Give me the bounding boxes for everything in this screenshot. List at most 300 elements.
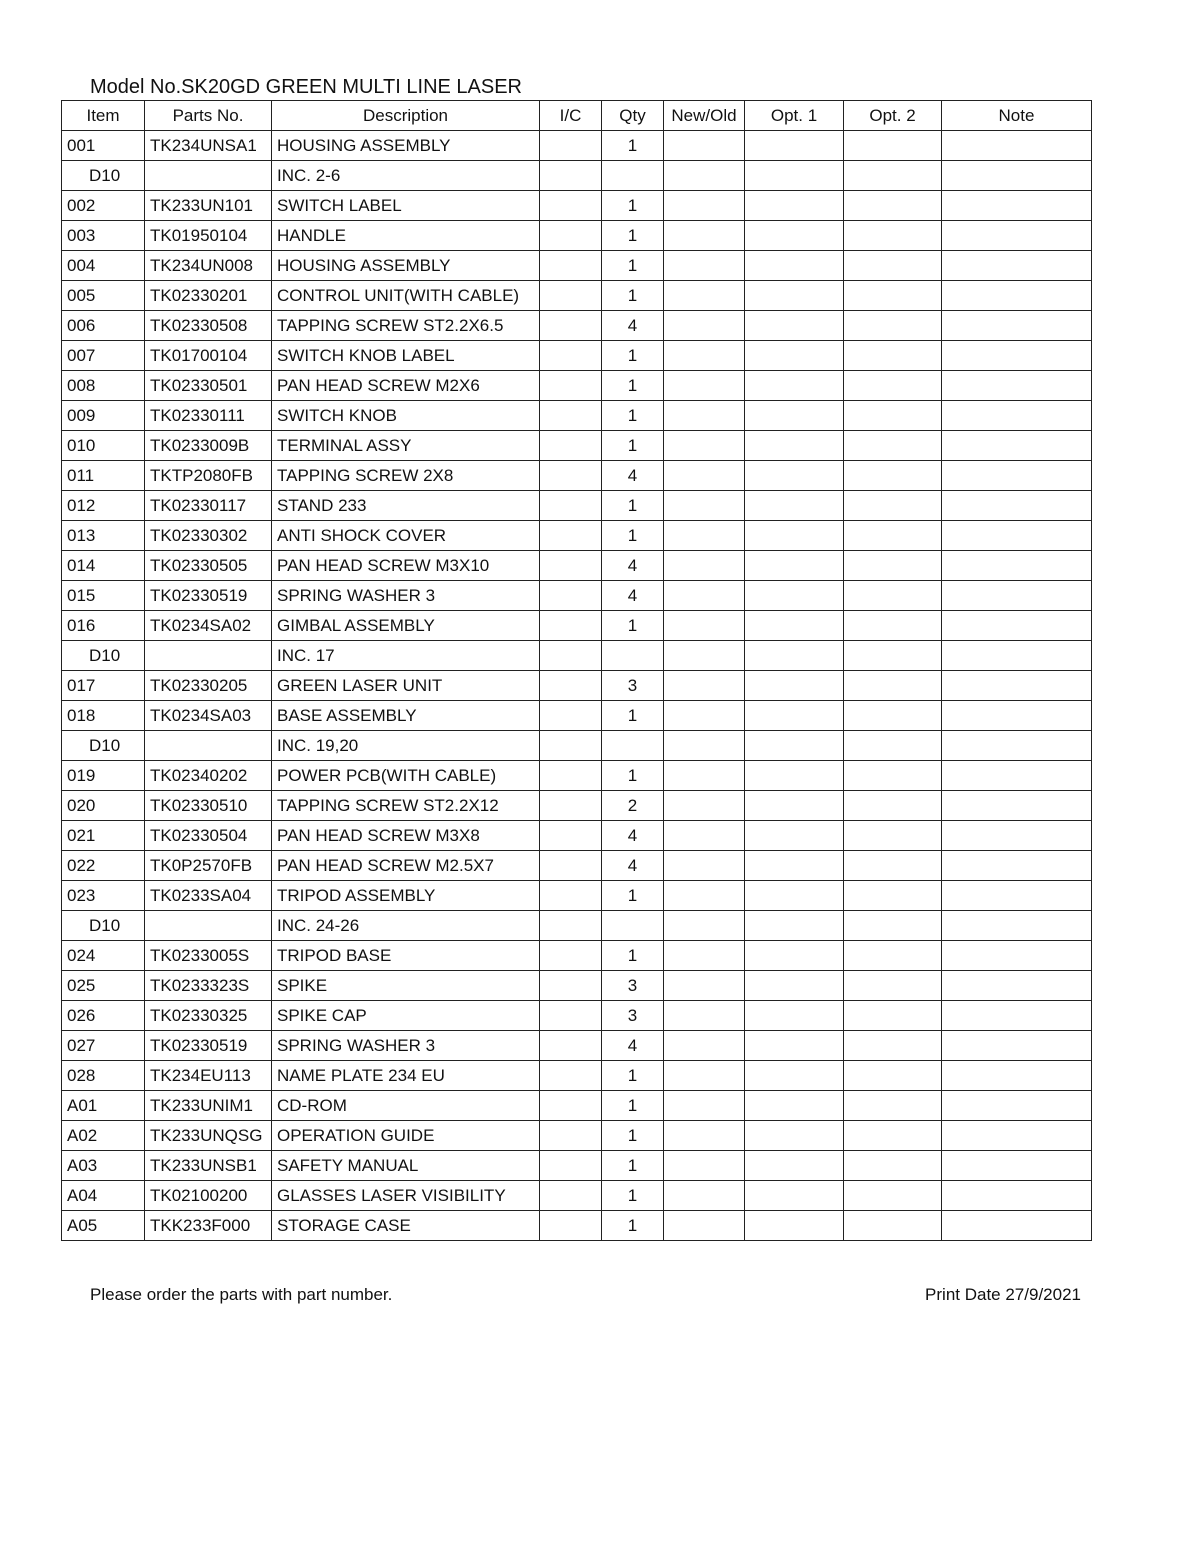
cell-item: 013: [62, 521, 145, 551]
cell-item: 022: [62, 851, 145, 881]
cell-opt-2: [844, 371, 942, 401]
cell-note: [942, 581, 1092, 611]
table-row: [62, 341, 1092, 371]
cell-description: TRIPOD BASE: [272, 941, 540, 971]
cell-note: [942, 341, 1092, 371]
cell-note: [942, 761, 1092, 791]
cell-description: BASE ASSEMBLY: [272, 701, 540, 731]
cell-new-old: [664, 1151, 745, 1181]
cell-qty: 4: [602, 851, 664, 881]
cell-parts-no: TK01950104: [145, 221, 272, 251]
cell-parts-no: TK234EU113: [145, 1061, 272, 1091]
cell-qty: 1: [602, 611, 664, 641]
cell-parts-no: TK234UNSA1: [145, 131, 272, 161]
cell-description: HANDLE: [272, 221, 540, 251]
cell-description: HOUSING ASSEMBLY: [272, 131, 540, 161]
cell-opt-2: [844, 221, 942, 251]
column-header-ic: I/C: [540, 101, 602, 131]
cell-qty: 1: [602, 131, 664, 161]
cell-ic: [540, 221, 602, 251]
cell-opt-1: [745, 371, 844, 401]
cell-parts-no: [145, 161, 272, 191]
cell-qty: 1: [602, 1061, 664, 1091]
cell-parts-no: TK0233005S: [145, 941, 272, 971]
cell-opt-2: [844, 701, 942, 731]
cell-note: [942, 941, 1092, 971]
cell-ic: [540, 1091, 602, 1121]
cell-opt-2: [844, 731, 942, 761]
cell-new-old: [664, 251, 745, 281]
cell-new-old: [664, 161, 745, 191]
cell-parts-no: TKTP2080FB: [145, 461, 272, 491]
cell-new-old: [664, 941, 745, 971]
cell-opt-1: [745, 941, 844, 971]
cell-opt-2: [844, 1151, 942, 1181]
cell-qty: 1: [602, 941, 664, 971]
cell-new-old: [664, 461, 745, 491]
cell-opt-1: [745, 401, 844, 431]
cell-parts-no: TK02100200: [145, 1181, 272, 1211]
cell-new-old: [664, 671, 745, 701]
cell-item: 017: [62, 671, 145, 701]
cell-description: PAN HEAD SCREW M3X10: [272, 551, 540, 581]
cell-new-old: [664, 521, 745, 551]
table-row: [62, 551, 1092, 581]
cell-description: ANTI SHOCK COVER: [272, 521, 540, 551]
cell-opt-1: [745, 761, 844, 791]
cell-note: [942, 521, 1092, 551]
table-row: [62, 1001, 1092, 1031]
table-row: [62, 731, 1092, 761]
cell-item: 001: [62, 131, 145, 161]
cell-ic: [540, 1121, 602, 1151]
cell-opt-1: [745, 131, 844, 161]
cell-opt-2: [844, 611, 942, 641]
cell-qty: 4: [602, 551, 664, 581]
cell-description: TRIPOD ASSEMBLY: [272, 881, 540, 911]
cell-new-old: [664, 1031, 745, 1061]
column-header-opt-2: Opt. 2: [844, 101, 942, 131]
cell-opt-2: [844, 341, 942, 371]
cell-opt-1: [745, 191, 844, 221]
cell-new-old: [664, 881, 745, 911]
cell-new-old: [664, 821, 745, 851]
cell-parts-no: TK02330111: [145, 401, 272, 431]
print-date: Print Date 27/9/2021: [925, 1285, 1081, 1304]
cell-note: [942, 701, 1092, 731]
cell-description: GIMBAL ASSEMBLY: [272, 611, 540, 641]
cell-parts-no: [145, 731, 272, 761]
cell-note: [942, 1181, 1092, 1211]
cell-opt-2: [844, 191, 942, 221]
cell-new-old: [664, 1181, 745, 1211]
cell-item: 023: [62, 881, 145, 911]
cell-item: 009: [62, 401, 145, 431]
cell-opt-1: [745, 611, 844, 641]
cell-item: 010: [62, 431, 145, 461]
table-row: [62, 1061, 1092, 1091]
cell-ic: [540, 731, 602, 761]
cell-new-old: [664, 701, 745, 731]
cell-parts-no: TK0P2570FB: [145, 851, 272, 881]
cell-qty: 1: [602, 761, 664, 791]
cell-qty: 1: [602, 431, 664, 461]
cell-note: [942, 1151, 1092, 1181]
cell-opt-1: [745, 1001, 844, 1031]
cell-opt-1: [745, 641, 844, 671]
cell-opt-2: [844, 1061, 942, 1091]
cell-note: [942, 1121, 1092, 1151]
cell-note: [942, 401, 1092, 431]
cell-qty: 1: [602, 191, 664, 221]
table-row: [62, 1091, 1092, 1121]
cell-opt-1: [745, 881, 844, 911]
cell-description: INC. 17: [272, 641, 540, 671]
cell-new-old: [664, 971, 745, 1001]
cell-description: OPERATION GUIDE: [272, 1121, 540, 1151]
cell-item: 002: [62, 191, 145, 221]
cell-parts-no: TK02330510: [145, 791, 272, 821]
cell-opt-1: [745, 491, 844, 521]
cell-ic: [540, 581, 602, 611]
cell-ic: [540, 971, 602, 1001]
column-header-qty: Qty: [602, 101, 664, 131]
parts-table: [61, 100, 1092, 1241]
cell-parts-no: TK0234SA02: [145, 611, 272, 641]
cell-parts-no: TK233UNIM1: [145, 1091, 272, 1121]
table-row: [62, 521, 1092, 551]
cell-note: [942, 821, 1092, 851]
table-row: [62, 701, 1092, 731]
cell-description: TAPPING SCREW 2X8: [272, 461, 540, 491]
table-row: [62, 221, 1092, 251]
cell-parts-no: [145, 911, 272, 941]
cell-item: 025: [62, 971, 145, 1001]
cell-opt-2: [844, 791, 942, 821]
table-row: [62, 1121, 1092, 1151]
cell-ic: [540, 941, 602, 971]
table-row: [62, 941, 1092, 971]
cell-opt-2: [844, 551, 942, 581]
cell-item: 014: [62, 551, 145, 581]
cell-new-old: [664, 641, 745, 671]
cell-opt-2: [844, 251, 942, 281]
cell-qty: 1: [602, 1091, 664, 1121]
cell-new-old: [664, 491, 745, 521]
cell-qty: 1: [602, 341, 664, 371]
cell-note: [942, 431, 1092, 461]
cell-opt-1: [745, 551, 844, 581]
cell-parts-no: TK02330501: [145, 371, 272, 401]
cell-ic: [540, 431, 602, 461]
cell-qty: [602, 641, 664, 671]
cell-opt-1: [745, 521, 844, 551]
cell-note: [942, 971, 1092, 1001]
cell-description: STAND 233: [272, 491, 540, 521]
cell-qty: 3: [602, 1001, 664, 1031]
cell-opt-1: [745, 1211, 844, 1241]
cell-opt-2: [844, 161, 942, 191]
cell-ic: [540, 161, 602, 191]
cell-opt-1: [745, 1181, 844, 1211]
cell-description: TAPPING SCREW ST2.2X6.5: [272, 311, 540, 341]
cell-new-old: [664, 1061, 745, 1091]
parts-table-body: [62, 131, 1092, 1241]
cell-note: [942, 1211, 1092, 1241]
footer-note: Please order the parts with part number.: [90, 1285, 393, 1304]
cell-qty: 3: [602, 671, 664, 701]
table-header-row: [62, 101, 1092, 131]
cell-qty: 1: [602, 1121, 664, 1151]
cell-new-old: [664, 281, 745, 311]
cell-item: D10: [62, 641, 145, 671]
cell-note: [942, 551, 1092, 581]
cell-note: [942, 281, 1092, 311]
cell-item: A05: [62, 1211, 145, 1241]
cell-qty: 1: [602, 491, 664, 521]
cell-ic: [540, 911, 602, 941]
cell-description: SWITCH KNOB LABEL: [272, 341, 540, 371]
cell-opt-1: [745, 671, 844, 701]
cell-qty: 1: [602, 1181, 664, 1211]
cell-note: [942, 371, 1092, 401]
cell-description: SWITCH LABEL: [272, 191, 540, 221]
table-row: [62, 461, 1092, 491]
cell-ic: [540, 251, 602, 281]
cell-new-old: [664, 581, 745, 611]
cell-qty: 4: [602, 821, 664, 851]
table-row: [62, 581, 1092, 611]
cell-parts-no: TK02330117: [145, 491, 272, 521]
cell-opt-1: [745, 581, 844, 611]
table-row: [62, 851, 1092, 881]
column-header-item: Item: [62, 101, 145, 131]
cell-ic: [540, 371, 602, 401]
cell-opt-1: [745, 701, 844, 731]
table-row: [62, 761, 1092, 791]
cell-description: CD-ROM: [272, 1091, 540, 1121]
cell-new-old: [664, 551, 745, 581]
cell-description: GLASSES LASER VISIBILITY: [272, 1181, 540, 1211]
table-row: [62, 671, 1092, 701]
cell-description: NAME PLATE 234 EU: [272, 1061, 540, 1091]
cell-item: 008: [62, 371, 145, 401]
cell-qty: 1: [602, 221, 664, 251]
cell-item: 027: [62, 1031, 145, 1061]
table-row: [62, 371, 1092, 401]
cell-parts-no: TK02330504: [145, 821, 272, 851]
cell-description: INC. 24-26: [272, 911, 540, 941]
cell-qty: [602, 911, 664, 941]
cell-opt-2: [844, 311, 942, 341]
table-row: [62, 911, 1092, 941]
cell-ic: [540, 881, 602, 911]
cell-ic: [540, 1151, 602, 1181]
cell-ic: [540, 671, 602, 701]
cell-parts-no: TK02330205: [145, 671, 272, 701]
cell-note: [942, 671, 1092, 701]
table-row: [62, 791, 1092, 821]
cell-item: 028: [62, 1061, 145, 1091]
cell-opt-1: [745, 851, 844, 881]
cell-note: [942, 1001, 1092, 1031]
cell-note: [942, 221, 1092, 251]
cell-parts-no: TK02330325: [145, 1001, 272, 1031]
cell-item: A01: [62, 1091, 145, 1121]
cell-ic: [540, 821, 602, 851]
cell-note: [942, 851, 1092, 881]
cell-opt-2: [844, 971, 942, 1001]
cell-description: CONTROL UNIT(WITH CABLE): [272, 281, 540, 311]
cell-new-old: [664, 731, 745, 761]
table-row: [62, 161, 1092, 191]
cell-parts-no: [145, 641, 272, 671]
table-row: [62, 401, 1092, 431]
cell-ic: [540, 611, 602, 641]
cell-new-old: [664, 311, 745, 341]
table-row: [62, 971, 1092, 1001]
cell-ic: [540, 1001, 602, 1031]
table-row: [62, 431, 1092, 461]
cell-item: A04: [62, 1181, 145, 1211]
cell-new-old: [664, 191, 745, 221]
cell-opt-1: [745, 251, 844, 281]
cell-description: SWITCH KNOB: [272, 401, 540, 431]
table-row: [62, 491, 1092, 521]
column-header-note: Note: [942, 101, 1092, 131]
cell-description: GREEN LASER UNIT: [272, 671, 540, 701]
cell-ic: [540, 1031, 602, 1061]
cell-qty: 1: [602, 251, 664, 281]
table-row: [62, 311, 1092, 341]
table-row: [62, 611, 1092, 641]
cell-item: 004: [62, 251, 145, 281]
column-header-new-old: New/Old: [664, 101, 745, 131]
cell-item: 006: [62, 311, 145, 341]
cell-parts-no: TK0233SA04: [145, 881, 272, 911]
cell-opt-1: [745, 1151, 844, 1181]
cell-opt-1: [745, 431, 844, 461]
cell-item: D10: [62, 911, 145, 941]
cell-new-old: [664, 1091, 745, 1121]
cell-ic: [540, 791, 602, 821]
cell-opt-2: [844, 881, 942, 911]
cell-opt-1: [745, 971, 844, 1001]
cell-note: [942, 1091, 1092, 1121]
cell-ic: [540, 191, 602, 221]
cell-qty: 1: [602, 521, 664, 551]
table-row: [62, 1211, 1092, 1241]
cell-opt-2: [844, 521, 942, 551]
cell-description: PAN HEAD SCREW M2.5X7: [272, 851, 540, 881]
cell-item: 026: [62, 1001, 145, 1031]
cell-parts-no: TK02340202: [145, 761, 272, 791]
cell-opt-2: [844, 1091, 942, 1121]
cell-parts-no: TK234UN008: [145, 251, 272, 281]
cell-ic: [540, 521, 602, 551]
cell-opt-2: [844, 491, 942, 521]
cell-new-old: [664, 431, 745, 461]
cell-note: [942, 881, 1092, 911]
cell-description: PAN HEAD SCREW M3X8: [272, 821, 540, 851]
cell-note: [942, 251, 1092, 281]
cell-opt-2: [844, 671, 942, 701]
cell-opt-2: [844, 431, 942, 461]
cell-ic: [540, 401, 602, 431]
cell-parts-no: TK02330302: [145, 521, 272, 551]
cell-description: INC. 19,20: [272, 731, 540, 761]
cell-description: TAPPING SCREW ST2.2X12: [272, 791, 540, 821]
cell-qty: 4: [602, 1031, 664, 1061]
cell-parts-no: TK233UNQSG: [145, 1121, 272, 1151]
cell-item: D10: [62, 731, 145, 761]
cell-item: 020: [62, 791, 145, 821]
cell-opt-1: [745, 1121, 844, 1151]
cell-new-old: [664, 761, 745, 791]
cell-opt-2: [844, 941, 942, 971]
cell-note: [942, 641, 1092, 671]
cell-parts-no: TK0233009B: [145, 431, 272, 461]
column-header-description: Description: [272, 101, 540, 131]
cell-new-old: [664, 341, 745, 371]
cell-ic: [540, 641, 602, 671]
cell-note: [942, 791, 1092, 821]
column-header-opt-1: Opt. 1: [745, 101, 844, 131]
cell-qty: 1: [602, 281, 664, 311]
cell-ic: [540, 1211, 602, 1241]
cell-description: PAN HEAD SCREW M2X6: [272, 371, 540, 401]
cell-description: HOUSING ASSEMBLY: [272, 251, 540, 281]
cell-qty: [602, 731, 664, 761]
cell-ic: [540, 341, 602, 371]
cell-opt-2: [844, 1181, 942, 1211]
cell-ic: [540, 851, 602, 881]
cell-item: 016: [62, 611, 145, 641]
cell-parts-no: TKK233F000: [145, 1211, 272, 1241]
cell-item: 003: [62, 221, 145, 251]
cell-item: A03: [62, 1151, 145, 1181]
cell-note: [942, 311, 1092, 341]
cell-parts-no: TK233UNSB1: [145, 1151, 272, 1181]
cell-opt-1: [745, 1061, 844, 1091]
table-row: [62, 821, 1092, 851]
cell-ic: [540, 491, 602, 521]
cell-note: [942, 911, 1092, 941]
cell-opt-2: [844, 1211, 942, 1241]
cell-opt-1: [745, 911, 844, 941]
cell-qty: 1: [602, 401, 664, 431]
table-row: [62, 281, 1092, 311]
cell-ic: [540, 1061, 602, 1091]
cell-qty: 1: [602, 371, 664, 401]
cell-ic: [540, 1181, 602, 1211]
cell-parts-no: TK02330508: [145, 311, 272, 341]
cell-opt-2: [844, 1031, 942, 1061]
cell-ic: [540, 311, 602, 341]
cell-new-old: [664, 1121, 745, 1151]
cell-opt-2: [844, 131, 942, 161]
cell-opt-2: [844, 401, 942, 431]
cell-note: [942, 461, 1092, 491]
cell-qty: 3: [602, 971, 664, 1001]
cell-qty: 1: [602, 701, 664, 731]
cell-ic: [540, 131, 602, 161]
cell-opt-2: [844, 281, 942, 311]
cell-description: TERMINAL ASSY: [272, 431, 540, 461]
cell-ic: [540, 461, 602, 491]
cell-qty: 1: [602, 881, 664, 911]
cell-item: 011: [62, 461, 145, 491]
